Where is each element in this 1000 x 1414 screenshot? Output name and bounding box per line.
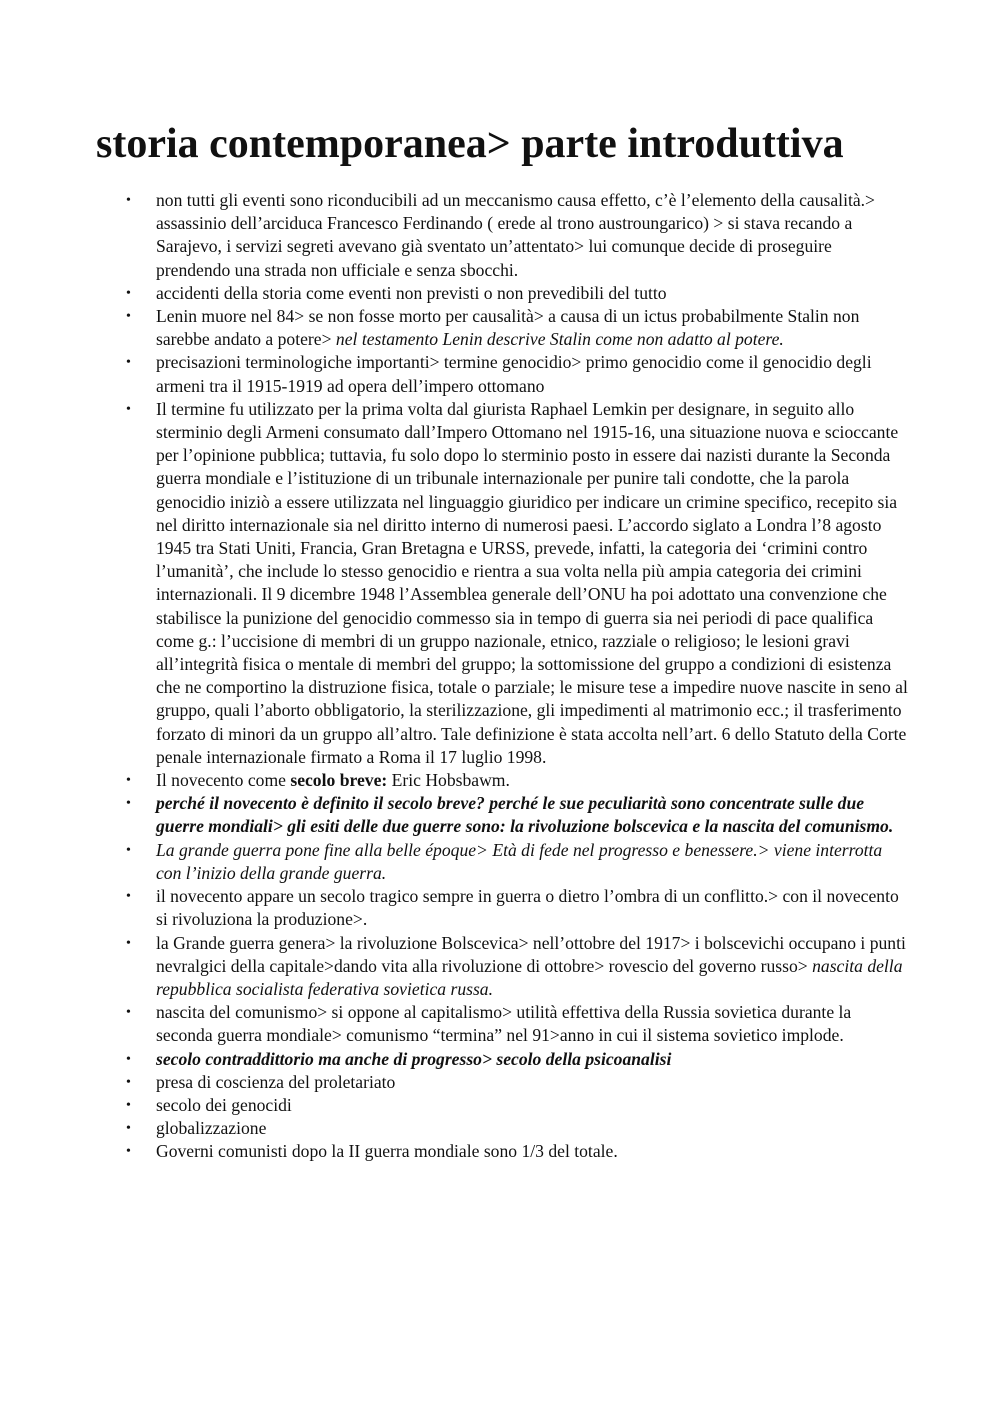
item-text: Lenin muore nel 84> se non fosse morto per causalità> a causa di un ictus probabilmente Stalin non sarebbe andato a potere> — [156, 306, 860, 350]
list-item — [156, 189, 908, 282]
list-item — [156, 1140, 908, 1163]
list-item — [156, 1117, 908, 1140]
bullet-list — [156, 189, 908, 1164]
item-text: Governi comunisti dopo la II guerra mondiale sono 1/3 del totale. — [156, 1141, 618, 1162]
item-text: presa di coscienza del proletariato — [156, 1071, 396, 1092]
page-title: storia contemporanea> parte introduttiva — [96, 121, 844, 167]
list-item — [156, 282, 908, 305]
list-item — [156, 769, 908, 792]
item-bold: secolo breve: — [290, 770, 388, 791]
item-text: la Grande guerra genera> la rivoluzione Bolscevica> nell’ottobre del 1917> i bolscevichi occupano i punti nevralgici della capitale>dando vita alla rivoluzione di ottobre> rovescio del governo russo> — [156, 932, 906, 976]
list-item — [156, 351, 908, 397]
item-bold-italic: secolo contraddittorio ma anche di progresso> secolo della psicoanalisi — [156, 1048, 672, 1069]
item-text: globalizzazione — [156, 1118, 267, 1139]
item-italic: La grande guerra pone fine alla belle époque> Età di fede nel progresso e benessere.> viene interrotta con l’inizio della grande guerra. — [156, 839, 883, 883]
item-text: Il novecento come — [156, 770, 291, 791]
item-text: non tutti gli eventi sono riconducibili ad un meccanismo causa effetto, c’è l’elemento della causalità.> assassinio dell’arciduca Francesco Ferdinando ( erede al trono austroungarico) > si stava recando a Sarajevo, i servizi segreti avevano già sventato un’attentato> lui comunque decide di proseguire prendendo una strada non ufficiale e senza sbocchi. — [156, 190, 875, 280]
item-emphasis: nascita della repubblica socialista federativa sovietica russa. — [156, 955, 903, 999]
item-text: Eric Hobsbawm. — [387, 770, 510, 791]
list-item — [156, 932, 908, 1002]
list-item — [156, 1048, 908, 1071]
list-item — [156, 305, 908, 351]
list-item — [156, 885, 908, 931]
list-item — [156, 1071, 908, 1094]
list-item — [156, 1094, 908, 1117]
item-text: precisazioni terminologiche importanti> termine genocidio> primo genocidio come il genocidio degli armeni tra il 1915-1919 ad opera dell’impero ottomano — [156, 352, 872, 396]
list-item — [156, 398, 908, 769]
list-item — [156, 1001, 908, 1047]
item-bold-italic: perché il novecento è definito il secolo breve? perché le sue peculiarità sono concentrate sulle due guerre mondiali> gli esiti delle due guerre sono: la rivoluzione bolscevica e la nascita del comunismo. — [156, 793, 894, 837]
item-text: nascita del comunismo> si oppone al capitalismo> utilità effettiva della Russia sovietica durante la seconda guerra mondiale> comunismo “termina” nel 91>anno in cui il sistema sovietico implode. — [156, 1002, 852, 1046]
item-text: accidenti della storia come eventi non previsti o non prevedibili del tutto — [156, 282, 667, 303]
item-emphasis: nel testamento Lenin descrive Stalin come non adatto al potere. — [335, 329, 784, 350]
item-text: secolo dei genocidi — [156, 1094, 292, 1115]
item-text: il novecento appare un secolo tragico sempre in guerra o dietro l’ombra di un conflitto.> con il novecento si rivoluziona la produzione>. — [156, 886, 899, 930]
list-item — [156, 839, 908, 885]
list-item — [156, 792, 908, 838]
item-text: Il termine fu utilizzato per la prima volta dal giurista Raphael Lemkin per designare, in seguito allo sterminio degli Armeni consumato dall’Impero Ottomano nel 1915-16, una situazione nuova e scioccante per l’opinione pubblica; tuttavia, fu solo dopo lo sterminio posto in essere dai nazisti durante la Seconda guerra mondiale e l’istituzione di un tribunale internazionale per punire tali condotte, che la parola genocidio iniziò a essere utilizzata nel linguaggio giuridico per indicare un crimine specifico, recepito sia nel diritto internazionale sia nel diritto interno di numerosi paesi. L’accordo siglato a Londra l’8 agosto 1945 tra Stati Uniti, Francia, Gran Bretagna e URSS, prevede, infatti, la categoria dei ‘crimini contro l’umanità’, che include lo stesso genocidio e rientra a sua volta nella più ampia categoria dei crimini internazionali. Il 9 dicembre 1948 l’Assemblea generale dell’ONU ha poi adottato una convenzione che stabilisce la punizione del genocidio commesso sia in tempo di guerra sia nei periodi di pace qualifica come g.: l’uccisione di membri di un gruppo nazionale, etnico, razziale o religioso; le lesioni gravi all’integrità fisica o mentale di membri del gruppo; la sottomissione del gruppo a condizioni di esistenza che ne comportino la distruzione fisica, totale o parziale; le misure tese a impedire nuove nascite in seno al gruppo, quali l’aborto obbligatorio, la sterilizzazione, gli impedimenti al matrimonio ecc.; il trasferimento forzato di minori da un gruppo all’altro. Tale definizione è stata accolta nell’art. 6 dello Statuto della Corte penale internazionale firmato a Roma il 17 luglio 1998. — [156, 398, 908, 767]
